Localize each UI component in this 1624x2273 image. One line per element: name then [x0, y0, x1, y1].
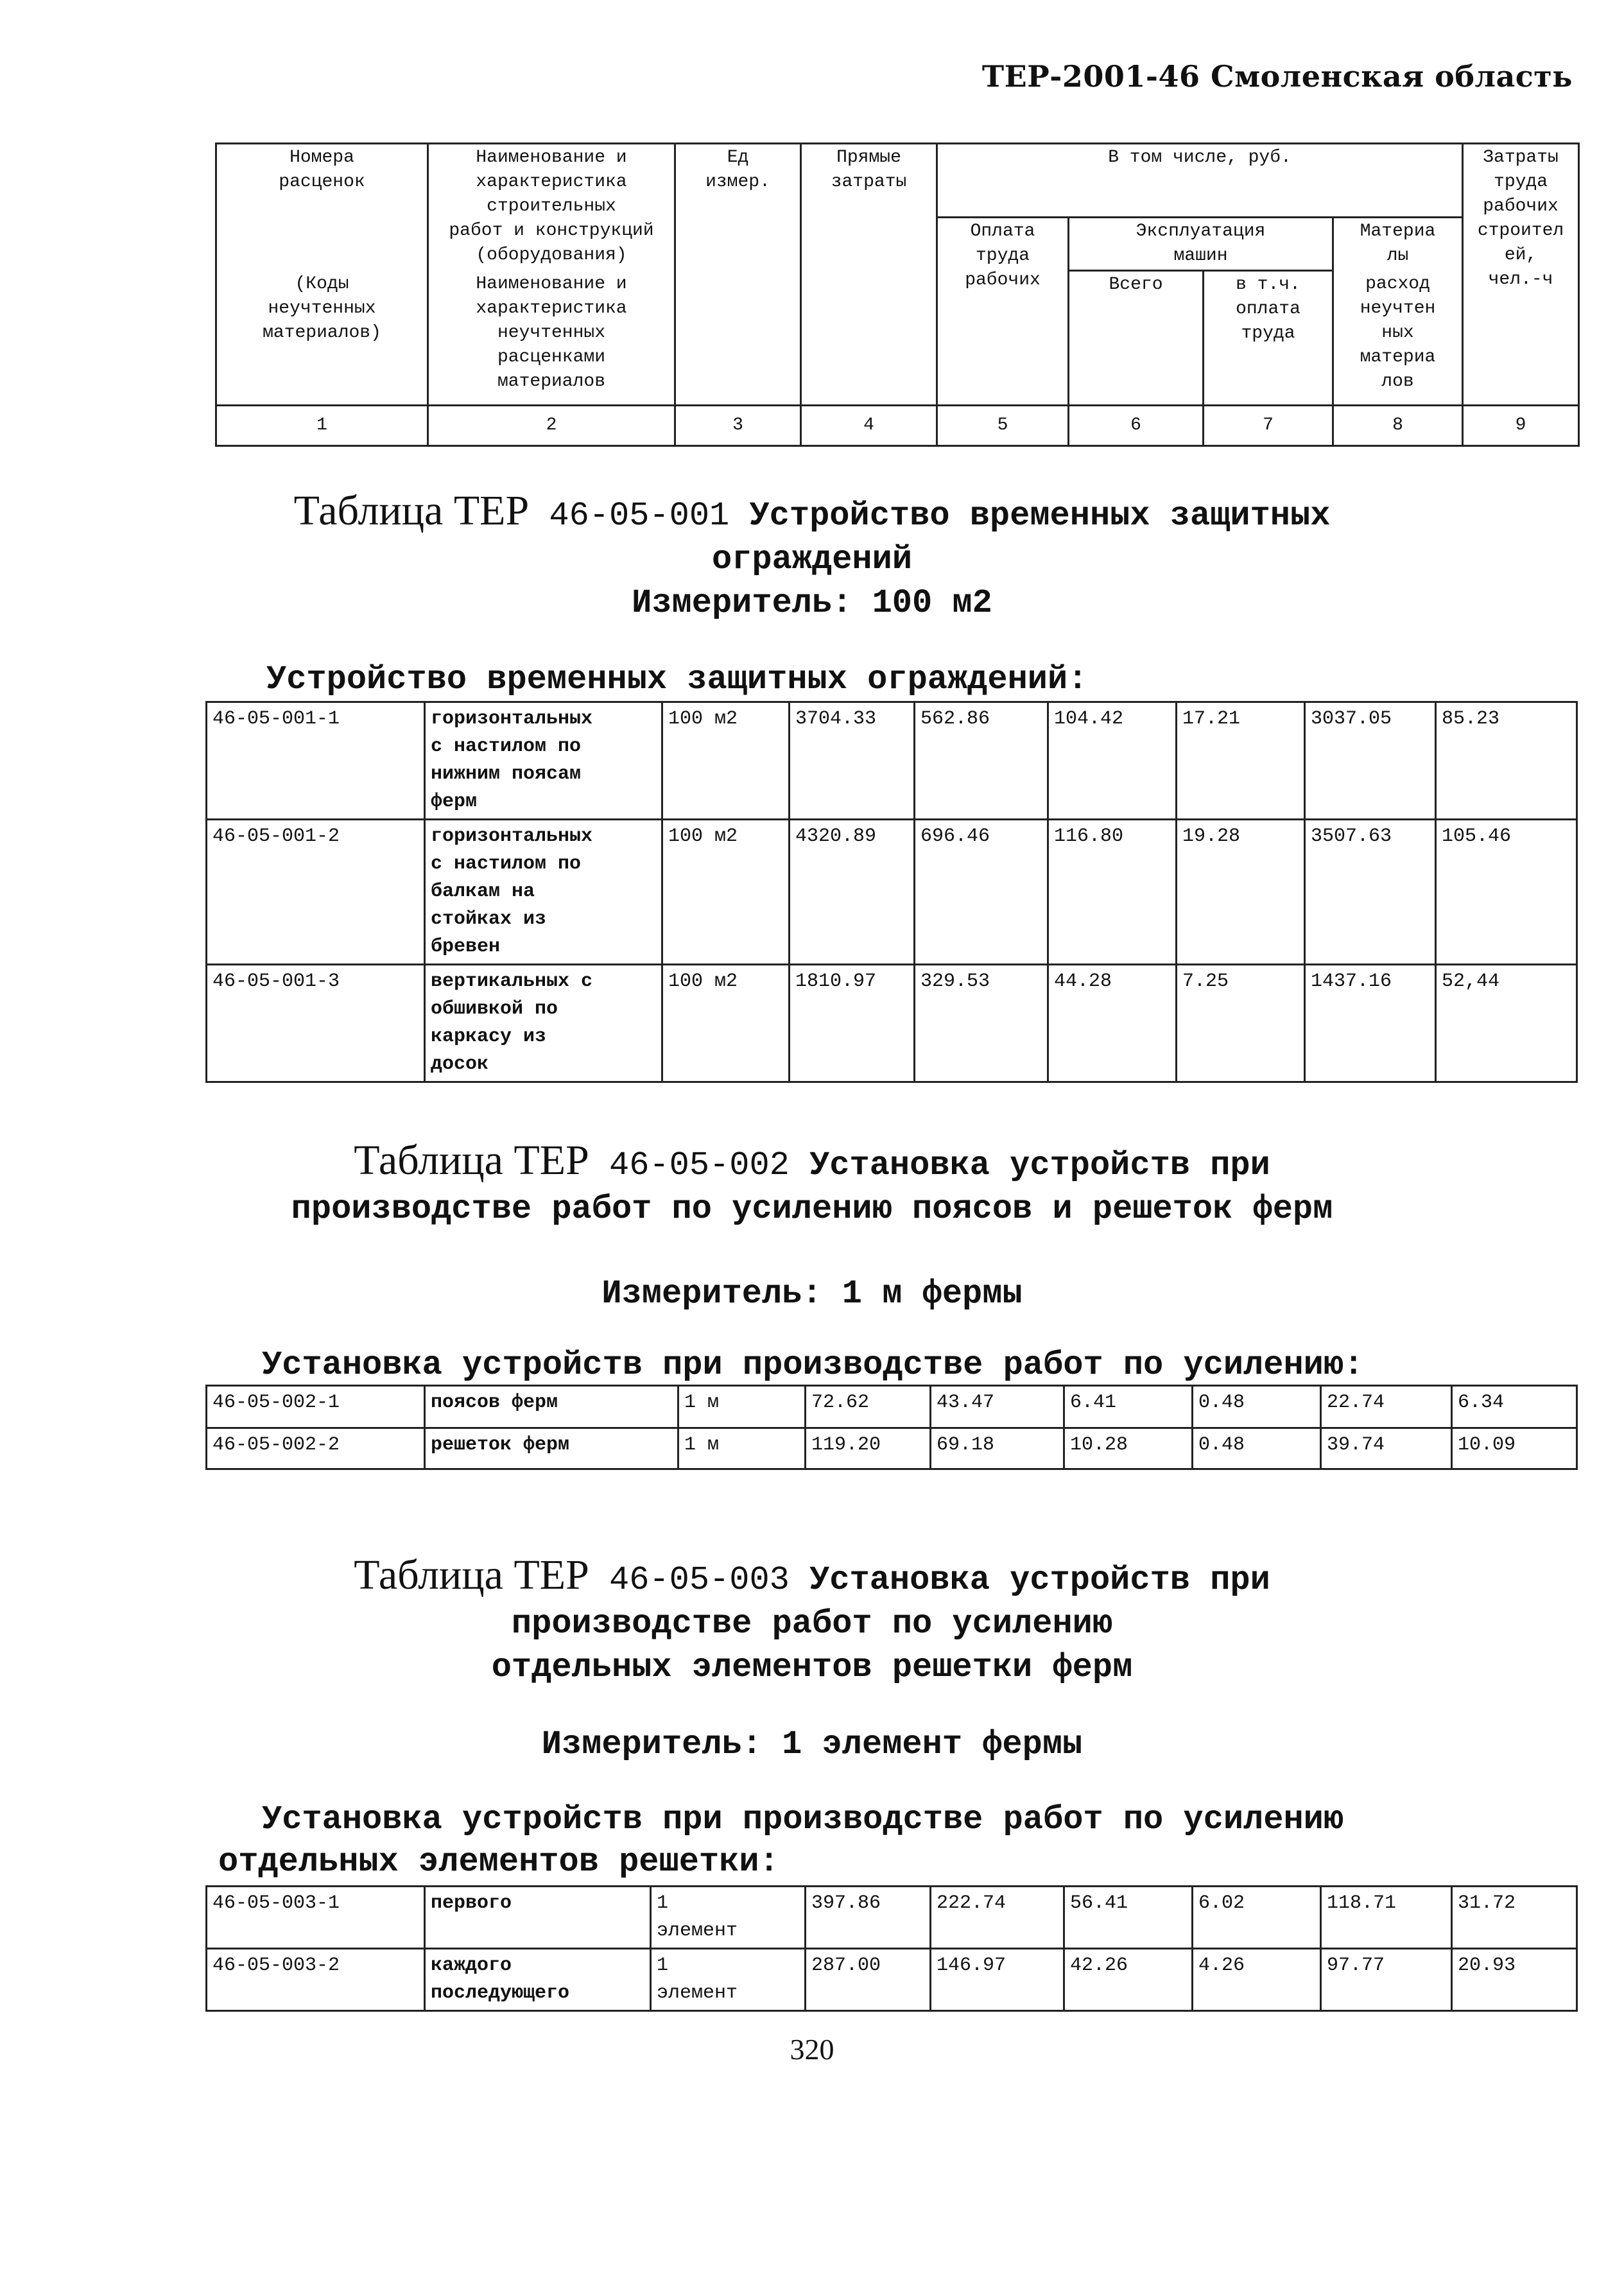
rates-table-46-05-002 — [205, 1385, 1578, 1470]
section-title-46-05-002: Установка устройств при производстве работ по усилению: — [262, 1346, 1364, 1384]
table-title-46-05-002: Таблица ТЕР 46-05-002 Установка устройств при производстве работ по усилению поясов и решеток ферм Измеритель: 1 м фермы — [0, 1139, 1624, 1316]
header-labor-hours: Затраты труда рабочих строител ей, чел.-ч — [1463, 144, 1579, 406]
rates-table-46-05-001 — [205, 701, 1578, 1083]
header-labor-pay: Оплата труда рабочих — [937, 218, 1069, 406]
header-materials: Материа лы — [1333, 218, 1463, 271]
page-number: 320 — [790, 2033, 834, 2066]
header-machines-total: Всего — [1069, 271, 1204, 406]
table-row: 46-05-001-3 вертикальных с обшивкой по каркасу из досок 100 м2 1810.97 329.53 44.28 7.25 1437.16 52,44 — [207, 965, 1577, 1082]
table-row: 46-05-002-2 решеток ферм 1 м 119.20 69.18 10.28 0.48 39.74 10.09 — [207, 1428, 1577, 1469]
table-row: 46-05-002-1 поясов ферм 1 м 72.62 43.47 6.41 0.48 22.74 6.34 — [207, 1386, 1577, 1428]
header-group-rub: В том числе, руб. — [937, 144, 1463, 218]
table-row: 46-05-003-2 каждого последующего 1 элемент 287.00 146.97 42.26 4.26 97.77 20.93 — [207, 1949, 1577, 2011]
rates-table-46-05-003 — [205, 1885, 1578, 2012]
section-title-46-05-003: Установка устройств при производстве работ по усилению отдельных элементов решетки: — [218, 1801, 1344, 1881]
header-codes-unaccounted: (Коды неучтенных материалов) — [216, 271, 428, 406]
header-name-unaccounted: Наименование и характеристика неучтенных расценками материалов — [428, 271, 675, 406]
column-header-table — [215, 143, 1580, 447]
table-meter: Измеритель: 1 м фермы — [601, 1275, 1023, 1313]
running-head: ТЕР-2001-46 Смоленская область — [981, 59, 1573, 94]
header-name: Наименование и характеристика строительных работ и конструкций (оборудования) — [428, 144, 675, 271]
section-title-46-05-001: Устройство временных защитных ограждений: — [266, 661, 1088, 698]
table-meter: Измеритель: 1 элемент фермы — [541, 1725, 1083, 1763]
column-numbers-row: 1 2 3 4 5 6 7 8 9 — [216, 406, 1579, 446]
table-row: 46-05-003-1 первого 1 элемент 397.86 222.74 56.41 6.02 118.71 31.72 — [207, 1887, 1577, 1949]
table-title-46-05-001: Таблица ТЕР 46-05-001 Устройство временных защитных ограждений Измеритель: 100 м2 — [0, 489, 1624, 625]
table-title-46-05-003: Таблица ТЕР 46-05-003 Установка устройств при производстве работ по усилению отдельных элементов решетки ферм Измеритель: 1 элемент фермы — [0, 1553, 1624, 1767]
header-codes: Номера расценок — [216, 144, 428, 271]
header-materials-unaccounted: расход неучтен ных материа лов — [1333, 271, 1463, 406]
header-direct-costs: Прямые затраты — [801, 144, 937, 406]
header-machines-labor: в т.ч. оплата труда — [1204, 271, 1333, 406]
table-meter: Измеритель: 100 м2 — [632, 584, 992, 622]
table-row: 46-05-001-1 горизонтальных с настилом по нижним поясам ферм 100 м2 3704.33 562.86 104.42 17.21 3037.05 85.23 — [207, 702, 1577, 820]
header-unit: Ед измер. — [675, 144, 801, 406]
table-row: 46-05-001-2 горизонтальных с настилом по балкам на стойках из бревен 100 м2 4320.89 696.46 116.80 19.28 3507.63 105.46 — [207, 820, 1577, 965]
header-exploitation: Эксплуатация машин — [1069, 218, 1333, 271]
